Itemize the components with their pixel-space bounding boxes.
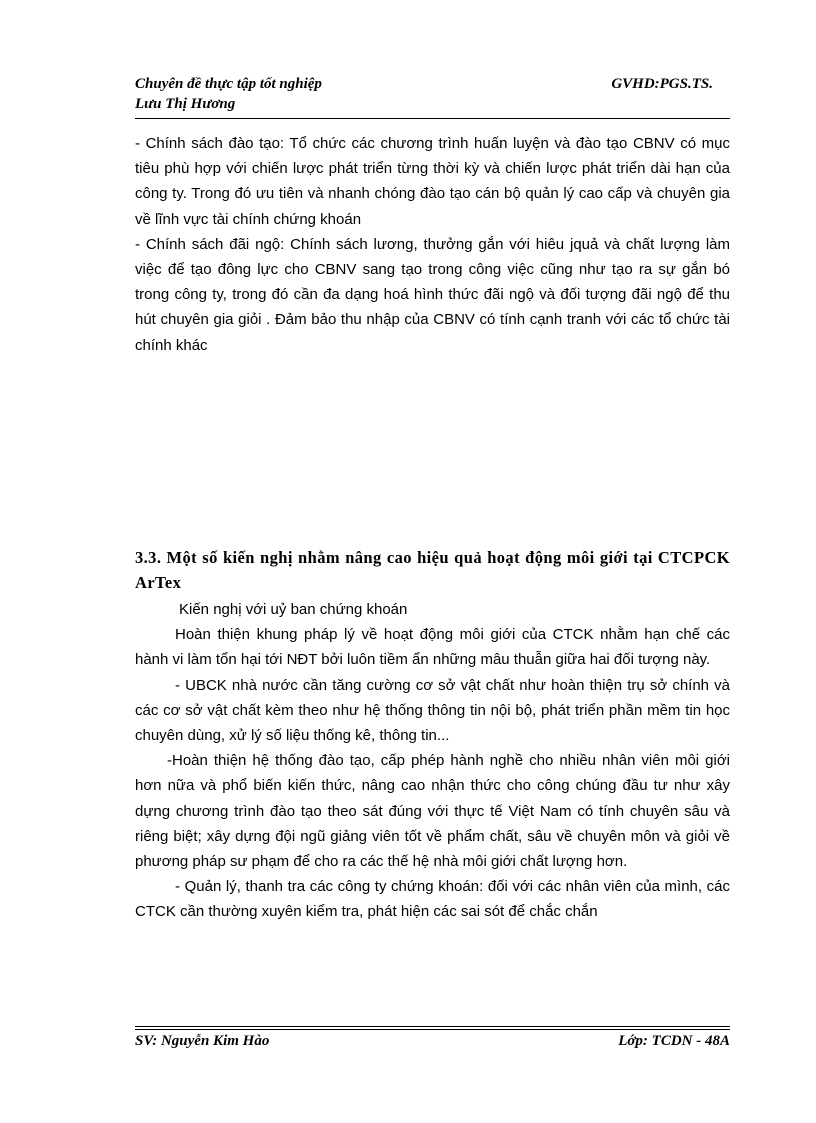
paragraph-ubck-facilities: - UBCK nhà nước cần tăng cường cơ sở vật chất như hoàn thiện trụ sở chính và các cơ sở vật chất kèm theo như hệ thống thông tin nội bộ, phát triển phần mềm tin học chuyên dùng, xử lý số liệu thống kê, thông tin...	[135, 676, 730, 745]
paragraph-legal-framework: Hoàn thiện khung pháp lý về hoạt động môi giới của CTCK nhằm hạn chế các hành vi làm tổn hại tới NĐT bởi luôn tiềm ẩn những mâu thuẫn giữa hai đối tượng này.	[135, 626, 730, 669]
header-rule	[135, 118, 730, 119]
paragraph-training-policy: - Chính sách đào tạo: Tổ chức các chương trình huấn luyện và đào tạo CBNV có mục tiêu phù hợp với chiến lược phát triển từng thời kỳ và chiến lược phát triển dài hạn của công ty. Trong đó ưu tiên và nhanh chóng đào tạo cán bộ quản lý cao cấp và chuyên gia về lĩnh vực tài chính chứng khoán	[135, 135, 730, 228]
paragraph-inspection: - Quản lý, thanh tra các công ty chứng khoán: đối với các nhân viên của mình, các CTCK cần thường xuyên kiểm tra, phát hiện các sai sót để chắc chắn	[135, 878, 730, 921]
footer-rule	[135, 1026, 730, 1030]
header-advisor: GVHD:PGS.TS.	[611, 76, 713, 92]
main-text-block	[135, 597, 730, 925]
paragraph-training-system: -Hoàn thiện hệ thống đào tạo, cấp phép hành nghề cho nhiều nhân viên môi giới hơn nữa và phổ biến kiến thức, nâng cao nhận thức cho công chúng đầu tư như xây dựng chương trình đào tạo theo sát đúng với thực tế Việt Nam có tính chuyên sâu và riêng biệt; xây dựng đội ngũ giảng viên tốt về phẩm chất, sâu về chuyên môn và giỏi về phương pháp sư phạm để cho ra các thế hệ nhà môi giới chất lượng hơn.	[135, 752, 730, 871]
header-title: Chuyên đề thực tập tốt nghiệp	[135, 76, 322, 92]
header-student: Lưu Thị Hương	[135, 96, 236, 112]
footer-student: SV: Nguyễn Kim Hào	[135, 1033, 270, 1049]
paragraph-benefits-policy: - Chính sách đãi ngộ: Chính sách lương, thưởng gắn với hiêu jquả và chất lượng làm việc để tạo đông lực cho CBNV sang tạo trong công việc cũng như tạo ra sự gắn bó trong công ty, trong đó cần đa dạng hoá hình thức đãi ngộ và đối tượng đãi ngộ để thu hút chuyên gia giỏi . Đảm bảo thu nhập của CBNV có tính cạnh tranh với các tổ chức tài chính khác	[135, 235, 730, 354]
footer-class: Lớp: TCDN - 48A	[618, 1033, 730, 1049]
sub-heading: Kiến nghị với uỷ ban chứng khoán	[179, 601, 408, 618]
section-heading: 3.3. Một số kiến nghị nhằm nâng cao hiệu quả hoạt động môi giới tại CTCPCK ArTex	[135, 548, 730, 592]
intro-text-block	[135, 131, 730, 358]
